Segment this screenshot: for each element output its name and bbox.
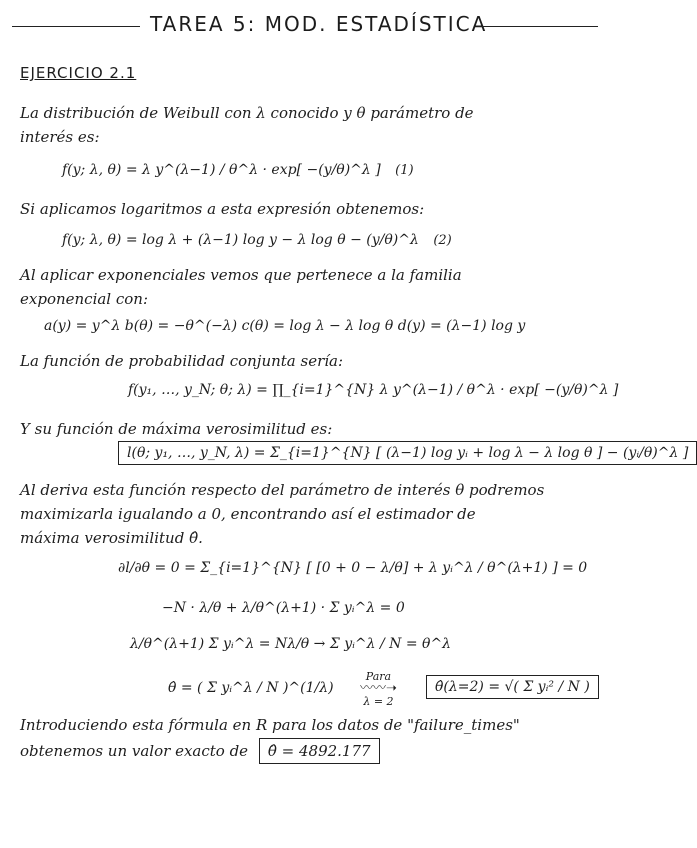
paragraph-r-result-1: Introduciendo esta fórmula en R para los datos de "failure_times" — [20, 716, 520, 734]
para-condition: λ = 2 — [363, 695, 394, 708]
para-label-text: Para — [365, 670, 392, 683]
title-rule-left — [12, 26, 140, 27]
equation-weibull-density — [62, 162, 414, 178]
paragraph-likelihood: Y su función de máxima verosimilitud es: — [20, 420, 333, 438]
title-rule-right — [478, 26, 598, 27]
equation-family-components: a(y) = y^λ b(θ) = −θ^(−λ) c(θ) = log λ − λ log θ d(y) = (λ−1) log y — [44, 318, 526, 334]
equation-score-solved: λ/θ^(λ+1) Σ yᵢ^λ = Nλ/θ → Σ yᵢ^λ / N = θ^λ — [130, 636, 452, 652]
equation-tag-2: (2) — [433, 233, 452, 248]
page-title: TAREA 5: MOD. ESTADÍSTICA — [150, 12, 488, 36]
equation-weibull-density-text: f(y; λ, θ) = λ y^(λ−1) / θ^λ · exp[ −(y/θ)^λ ] — [62, 162, 381, 178]
wavy-arrow-icon: 〰〰➝ — [360, 681, 397, 696]
paragraph-weibull-intro-1: La distribución de Weibull con λ conocido y θ parámetro de — [20, 104, 474, 122]
equation-score: ∂l/∂θ = 0 = Σ_{i=1}^{N} [ [0 + 0 − λ/θ] + λ yᵢ^λ / θ^(λ+1) ] = 0 — [118, 560, 588, 576]
paragraph-derivative-1: Al deriva esta función respecto del parámetro de interés θ podremos — [20, 481, 545, 499]
paragraph-log: Si aplicamos logaritmos a esta expresión obtenemos: — [20, 200, 425, 218]
equation-joint-probability: f(y₁, …, y_N; θ; λ) = ∏_{i=1}^{N} λ y^(λ−1) / θ^λ · exp[ −(y/θ)^λ ] — [128, 382, 619, 398]
paragraph-joint-probability: La función de probabilidad conjunta sería: — [20, 352, 344, 370]
paragraph-exponential-family-2: exponencial con: — [20, 290, 149, 308]
result-box: θ̂ = 4892.177 — [259, 738, 380, 764]
paragraph-exponential-family-1: Al aplicar exponenciales vemos que pertenece a la familia — [20, 266, 462, 284]
paragraph-derivative-2: maximizarla igualando a 0, encontrando así el estimador de — [20, 505, 476, 523]
paragraph-weibull-intro-2: interés es: — [20, 128, 100, 146]
paragraph-derivative-3: máxima verosimilitud θ̂. — [20, 529, 203, 547]
paragraph-r-result-2-text: obtenemos un valor exacto de — [20, 742, 249, 760]
equation-score-simplified: −N · λ/θ + λ/θ^(λ+1) · Σ yᵢ^λ = 0 — [162, 600, 405, 616]
equation-mle-lambda-2-box: θ̂(λ=2) = √( Σ yᵢ² / N ) — [426, 675, 599, 699]
paragraph-r-result-2 — [20, 742, 380, 760]
equation-log-likelihood-box: l(θ; y₁, …, y_N, λ) = Σ_{i=1}^{N} [ (λ−1) log yᵢ + log λ − λ log θ ] − (yᵢ/θ)^λ ] — [118, 441, 697, 465]
para-label — [360, 670, 397, 708]
equation-log-density-text: f(y; λ, θ) = log λ + (λ−1) log y − λ log θ − (y/θ)^λ — [62, 232, 419, 248]
exercise-title: EJERCICIO 2.1 — [20, 64, 137, 82]
equation-log-density — [62, 232, 452, 248]
equation-tag-1: (1) — [395, 163, 414, 178]
equation-mle-estimator: θ̂ = ( Σ yᵢ^λ / N )^(1/λ) — [168, 680, 334, 696]
